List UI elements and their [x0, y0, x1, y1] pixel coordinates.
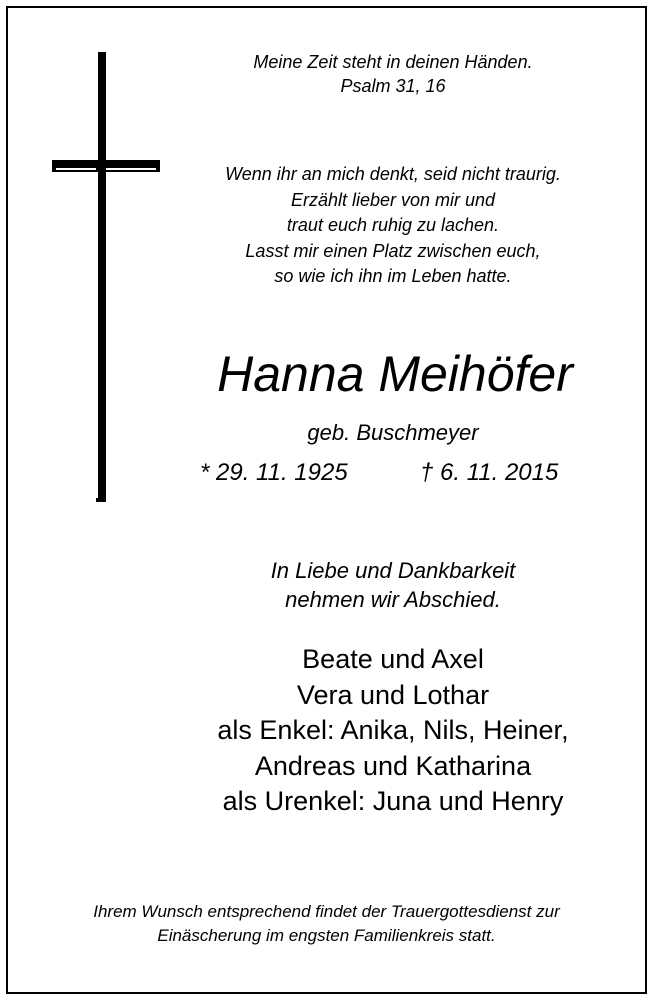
poem-line: traut euch ruhig zu lachen. — [286, 215, 500, 235]
poem-line: Erzählt lieber von mir und — [290, 189, 496, 210]
poem-line: Lasst mir einen Platz zwischen euch, — [245, 240, 541, 261]
birth-date: * 29. 11. 1925 — [200, 459, 348, 486]
psalm-quote — [200, 50, 586, 98]
footer-line: Ihrem Wunsch entsprechend findet der Trauergottesdienst zur — [93, 902, 560, 921]
farewell-text — [200, 556, 586, 614]
poem-line: Wenn ihr an mich denkt, seid nicht traurig. — [225, 164, 561, 184]
footer-line: Einäscherung im engsten Familienkreis statt. — [157, 926, 496, 945]
psalm-line: Meine Zeit steht in deinen Händen. — [253, 52, 533, 72]
mourner-line: Vera und Lothar — [296, 679, 490, 710]
farewell-line: nehmen wir Abschied. — [285, 587, 501, 612]
funeral-notice — [20, 900, 633, 948]
death-date: † 6. 11. 2015 — [420, 459, 559, 486]
cross-icon — [52, 52, 160, 502]
farewell-line: In Liebe und Dankbarkeit — [270, 558, 516, 583]
mourner-line: Andreas und Katharina — [254, 750, 532, 781]
mourner-line: als Enkel: Anika, Nils, Heiner, — [217, 715, 569, 745]
mourners-list — [170, 642, 616, 820]
maiden-name: geb. Buschmeyer — [307, 420, 479, 445]
deceased-name: Hanna Meihöfer — [217, 346, 573, 402]
mourner-line: als Urenkel: Juna und Henry — [222, 786, 564, 816]
psalm-reference: Psalm 31, 16 — [340, 76, 446, 96]
poem-line: so wie ich ihn im Leben hatte. — [274, 266, 512, 286]
poem-quote — [200, 162, 586, 290]
mourner-line: Beate und Axel — [302, 644, 484, 674]
